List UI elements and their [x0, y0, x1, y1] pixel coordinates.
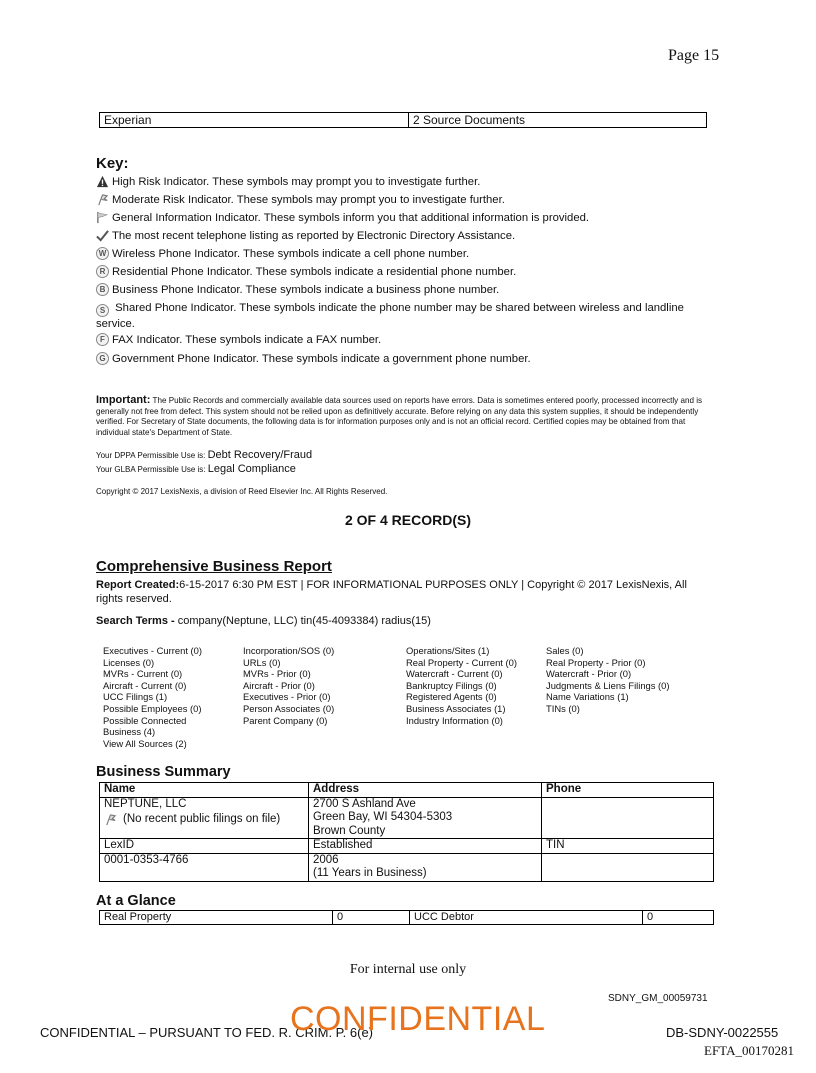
confidential-notice: CONFIDENTIAL – PURSUANT TO FED. R. CRIM. P. 6(e): [40, 1025, 374, 1040]
source-link[interactable]: Watercraft - Current (0): [406, 668, 503, 680]
key-text: High Risk Indicator. These symbols may prompt you to investigate further.: [112, 175, 481, 188]
business-name-cell: [100, 797, 309, 839]
glba-value: Legal Compliance: [207, 463, 296, 475]
source-link[interactable]: Bankruptcy Filings (0): [406, 679, 497, 691]
key-text: FAX Indicator. These symbols indicate a FAX number.: [112, 333, 382, 346]
important-label: Important:: [96, 394, 151, 406]
key-text: Shared Phone Indicator. These symbols indicate the phone number may be shared between wireless and landline service.: [96, 302, 684, 330]
record-heading: 2 OF 4 RECORD(S): [344, 512, 471, 528]
source-link[interactable]: Business Associates (1): [406, 702, 506, 714]
source-table: [99, 112, 707, 128]
key-item-shared: [96, 301, 716, 331]
table-row: [100, 911, 714, 925]
moderate-risk-flag-icon: [104, 813, 117, 826]
key-text: Business Phone Indicator. These symbols indicate a business phone number.: [112, 283, 500, 296]
confidential-stamp: CONFIDENTIAL: [290, 1000, 546, 1038]
key-text: Residential Phone Indicator. These symbols indicate a residential phone number.: [112, 265, 517, 278]
source-column-1: [103, 645, 202, 749]
source-link[interactable]: Industry Information (0): [406, 714, 503, 726]
source-link[interactable]: UCC Filings (1): [103, 691, 168, 703]
filing-note: (No recent public filings on file): [123, 813, 281, 825]
source-link[interactable]: Aircraft - Prior (0): [243, 679, 315, 691]
glance-label: UCC Debtor: [410, 911, 643, 925]
key-text: General Information Indicator. These symbols inform you that additional information is provided.: [112, 211, 590, 224]
business-b-icon: B: [96, 283, 109, 296]
source-link[interactable]: Incorporation/SOS (0): [243, 645, 335, 656]
source-link[interactable]: MVRs - Prior (0): [243, 668, 311, 680]
col-header-name: Name: [100, 783, 309, 798]
report-title: Comprehensive Business Report: [96, 558, 332, 575]
business-name: NEPTUNE, LLC: [104, 797, 187, 810]
glance-value: 0: [333, 911, 410, 925]
key-item-high-risk: [96, 175, 716, 188]
checkmark-icon: [96, 229, 109, 242]
years-in-business: (11 Years in Business): [313, 867, 427, 879]
dppa-value: Debt Recovery/Fraud: [207, 449, 313, 461]
key-item-general-info: [96, 211, 716, 224]
phone-cell: [542, 797, 714, 839]
key-item-residential: [96, 265, 716, 278]
source-column-2: [243, 645, 334, 726]
source-link[interactable]: Licenses (0): [103, 656, 155, 668]
glance-label: Real Property: [100, 911, 333, 925]
glba-label: Your GLBA Permissible Use is:: [96, 465, 206, 474]
key-item-moderate-risk: [96, 193, 716, 206]
dppa-use: [96, 449, 312, 461]
established-cell: [309, 853, 542, 881]
key-text: Moderate Risk Indicator. These symbols may prompt you to investigate further.: [112, 193, 505, 206]
address-cell: [309, 797, 542, 839]
report-created-label: Report Created:: [96, 579, 180, 591]
page-number: Page 15: [668, 47, 720, 64]
key-item-government: [96, 352, 716, 365]
source-column-3: [406, 645, 517, 726]
source-column-4: [546, 645, 670, 715]
source-link[interactable]: Name Variations (1): [546, 691, 629, 703]
shared-s-icon: S: [96, 304, 109, 317]
report-created-text: 6-15-2017 6:30 PM EST | FOR INFORMATIONAL PURPOSES ONLY | Copyright © 2017 LexisNexis, All rights reserved.: [96, 579, 687, 605]
source-link[interactable]: Business (4): [103, 726, 156, 738]
tin-value: [542, 853, 714, 881]
bates-efta: EFTA_00170281: [704, 1043, 794, 1058]
wireless-w-icon: W: [96, 247, 109, 260]
bates-db-sdny: DB-SDNY-0022555: [666, 1025, 779, 1040]
info-flag-icon: [96, 211, 109, 224]
key-text: The most recent telephone listing as reported by Electronic Directory Assistance.: [112, 229, 516, 242]
bates-sdny-gm: SDNY_GM_00059731: [608, 993, 708, 1004]
key-item-recent-listing: [96, 229, 716, 242]
table-header-row: [100, 783, 714, 798]
key-item-fax: [96, 333, 716, 346]
source-link[interactable]: Person Associates (0): [243, 702, 335, 714]
table-row: [100, 797, 714, 839]
col-header-lexid: LexID: [100, 839, 309, 854]
key-text: Wireless Phone Indicator. These symbols indicate a cell phone number.: [112, 247, 470, 260]
source-name: Experian: [100, 113, 409, 128]
key-text-shared: [96, 301, 716, 331]
glba-use: [96, 463, 296, 475]
source-link[interactable]: Possible Employees (0): [103, 702, 202, 714]
source-link[interactable]: View All Sources (2): [103, 737, 187, 749]
key-title: Key:: [96, 155, 129, 172]
source-link[interactable]: Real Property - Current (0): [406, 656, 517, 668]
source-link[interactable]: MVRs - Current (0): [103, 668, 183, 680]
address-line3: Brown County: [313, 824, 386, 837]
address-line1: 2700 S Ashland Ave: [313, 797, 416, 810]
copyright: Copyright © 2017 LexisNexis, a division of Reed Elsevier Inc. All Rights Reserved.: [96, 487, 388, 496]
lexid-value: 0001-0353-4766: [100, 853, 309, 881]
report-created: [96, 578, 716, 606]
glance-value: 0: [643, 911, 714, 925]
filing-note-row: [104, 813, 304, 827]
source-link[interactable]: URLs (0): [243, 656, 281, 668]
key-text: Government Phone Indicator. These symbols indicate a government phone number.: [112, 352, 531, 365]
col-header-established: Established: [309, 839, 542, 854]
dppa-label: Your DPPA Permissible Use is:: [96, 451, 206, 460]
fax-f-icon: F: [96, 333, 109, 346]
internal-use-note: For internal use only: [349, 962, 467, 977]
col-header-tin: TIN: [542, 839, 714, 854]
search-terms: [96, 615, 431, 627]
key-item-wireless: [96, 247, 716, 260]
warning-triangle-icon: [96, 175, 109, 188]
established-year: 2006: [313, 853, 339, 866]
search-terms-value: company(Neptune, LLC) tin(45-4093384) radius(15): [177, 615, 431, 627]
government-g-icon: G: [96, 352, 109, 365]
col-header-phone: Phone: [542, 783, 714, 798]
col-header-address: Address: [309, 783, 542, 798]
search-terms-label: Search Terms -: [96, 615, 175, 627]
source-link[interactable]: Real Property - Prior (0): [546, 656, 646, 668]
source-link[interactable]: Executives - Current (0): [103, 645, 202, 656]
source-documents: 2 Source Documents: [409, 113, 707, 128]
important-notice: [96, 395, 716, 438]
source-link[interactable]: Possible Connected: [103, 714, 187, 726]
source-link[interactable]: Judgments & Liens Filings (0): [546, 679, 670, 691]
source-link[interactable]: Registered Agents (0): [406, 691, 497, 703]
key-item-business: [96, 283, 716, 296]
table-row: [100, 853, 714, 881]
at-a-glance-table: [99, 910, 714, 925]
source-link[interactable]: Sales (0): [546, 645, 584, 656]
business-summary-title: Business Summary: [96, 764, 231, 780]
address-line2: Green Bay, WI 54304-5303: [313, 811, 453, 823]
source-link[interactable]: Parent Company (0): [243, 714, 328, 726]
important-text: The Public Records and commercially available data sources used on reports have errors. Data is sometimes entered poorly, processed incorrectly and is generally not free from defect. This system should not be relied upon as definitively accurate. Before relying on any data this system supplies, it should be independently verified. For Secretary of State documents, the following data is for information purposes only and is not an official record. Certified copies may be obtained from that individual state's Department of State.: [96, 396, 703, 437]
business-summary-table: [99, 782, 714, 882]
table-subheader-row: [100, 839, 714, 854]
source-link[interactable]: TINs (0): [546, 702, 580, 714]
moderate-risk-flag-icon: [96, 193, 109, 206]
source-link[interactable]: Watercraft - Prior (0): [546, 668, 632, 680]
source-link[interactable]: Operations/Sites (1): [406, 645, 490, 656]
source-link[interactable]: Aircraft - Current (0): [103, 679, 187, 691]
source-link[interactable]: Executives - Prior (0): [243, 691, 331, 703]
at-a-glance-title: At a Glance: [96, 893, 176, 909]
residential-r-icon: R: [96, 265, 109, 278]
